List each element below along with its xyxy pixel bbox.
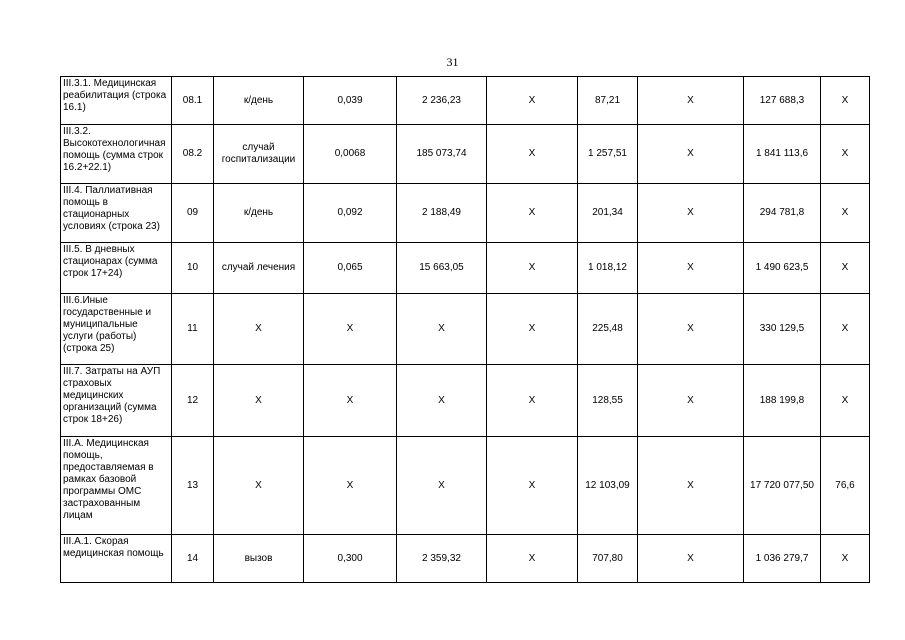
row-col9: 1 036 279,7 <box>744 535 821 583</box>
row-name: III.А.1. Скорая медицинская помощь <box>61 535 172 583</box>
row-unit: к/день <box>214 77 304 125</box>
row-col9: 330 129,5 <box>744 294 821 365</box>
row-col7: 707,80 <box>578 535 638 583</box>
table-row <box>61 243 870 294</box>
table-row <box>61 535 870 583</box>
row-col6: Х <box>487 184 578 243</box>
row-volume: 0,300 <box>304 535 397 583</box>
row-name: III.А. Медицинская помощь, предоставляемая в рамках базовой программы ОМС застрахованным лицам <box>61 437 172 535</box>
row-col10: 76,6 <box>821 437 870 535</box>
row-code: 10 <box>172 243 214 294</box>
row-code: 08.2 <box>172 125 214 184</box>
row-volume: 0,092 <box>304 184 397 243</box>
row-name: III.7. Затраты на АУП страховых медицинских организаций (сумма строк 18+26) <box>61 365 172 437</box>
row-cost: 15 663,05 <box>397 243 487 294</box>
row-code: 11 <box>172 294 214 365</box>
page-number: 31 <box>446 55 459 69</box>
row-col6: Х <box>487 243 578 294</box>
row-col7: 201,34 <box>578 184 638 243</box>
row-col7: 87,21 <box>578 77 638 125</box>
row-cost: 185 073,74 <box>397 125 487 184</box>
row-unit: случай лечения <box>214 243 304 294</box>
row-name: III.4. Паллиативная помощь в стационарных условиях (строка 23) <box>61 184 172 243</box>
row-col8: Х <box>638 437 744 535</box>
row-col10: Х <box>821 243 870 294</box>
row-code: 08.1 <box>172 77 214 125</box>
row-col6: Х <box>487 365 578 437</box>
table-row <box>61 437 870 535</box>
row-col8: Х <box>638 365 744 437</box>
row-unit: Х <box>214 437 304 535</box>
row-cost: 2 236,23 <box>397 77 487 125</box>
row-unit: к/день <box>214 184 304 243</box>
row-col9: 294 781,8 <box>744 184 821 243</box>
row-volume: Х <box>304 437 397 535</box>
row-col9: 127 688,3 <box>744 77 821 125</box>
row-unit: вызов <box>214 535 304 583</box>
data-table <box>60 76 870 583</box>
table-row <box>61 184 870 243</box>
row-volume: Х <box>304 294 397 365</box>
row-col6: Х <box>487 294 578 365</box>
row-cost: Х <box>397 294 487 365</box>
row-cost: Х <box>397 365 487 437</box>
row-name: III.5. В дневных стационарах (сумма строк 17+24) <box>61 243 172 294</box>
row-col10: Х <box>821 365 870 437</box>
row-unit: Х <box>214 365 304 437</box>
row-name: III.6.Иные государственные и муниципальные услуги (работы) (строка 25) <box>61 294 172 365</box>
row-volume: 0,039 <box>304 77 397 125</box>
row-unit: случай госпитализации <box>214 125 304 184</box>
row-volume: 0,065 <box>304 243 397 294</box>
row-col9: 188 199,8 <box>744 365 821 437</box>
row-cost: Х <box>397 437 487 535</box>
row-col8: Х <box>638 294 744 365</box>
row-col7: 1 257,51 <box>578 125 638 184</box>
row-col10: Х <box>821 184 870 243</box>
row-col8: Х <box>638 125 744 184</box>
row-col10: Х <box>821 77 870 125</box>
row-col9: 17 720 077,50 <box>744 437 821 535</box>
row-col7: 225,48 <box>578 294 638 365</box>
row-col6: Х <box>487 125 578 184</box>
row-col10: Х <box>821 535 870 583</box>
row-col8: Х <box>638 77 744 125</box>
row-col8: Х <box>638 535 744 583</box>
row-col8: Х <box>638 184 744 243</box>
row-code: 14 <box>172 535 214 583</box>
row-col7: 12 103,09 <box>578 437 638 535</box>
row-col9: 1 490 623,5 <box>744 243 821 294</box>
row-col7: 1 018,12 <box>578 243 638 294</box>
table-row <box>61 294 870 365</box>
row-name: III.3.2. Высокотехнологичная помощь (сумма строк 16.2+22.1) <box>61 125 172 184</box>
row-name: III.3.1. Медицинская реабилитация (строка 16.1) <box>61 77 172 125</box>
row-code: 13 <box>172 437 214 535</box>
row-cost: 2 359,32 <box>397 535 487 583</box>
row-col6: Х <box>487 535 578 583</box>
row-col6: Х <box>487 77 578 125</box>
row-col8: Х <box>638 243 744 294</box>
row-col6: Х <box>487 437 578 535</box>
row-code: 12 <box>172 365 214 437</box>
row-col9: 1 841 113,6 <box>744 125 821 184</box>
table-row <box>61 77 870 125</box>
row-volume: 0,0068 <box>304 125 397 184</box>
row-cost: 2 188,49 <box>397 184 487 243</box>
row-col7: 128,55 <box>578 365 638 437</box>
row-unit: Х <box>214 294 304 365</box>
row-code: 09 <box>172 184 214 243</box>
table-row <box>61 125 870 184</box>
row-col10: Х <box>821 294 870 365</box>
row-col10: Х <box>821 125 870 184</box>
table-row <box>61 365 870 437</box>
row-volume: Х <box>304 365 397 437</box>
